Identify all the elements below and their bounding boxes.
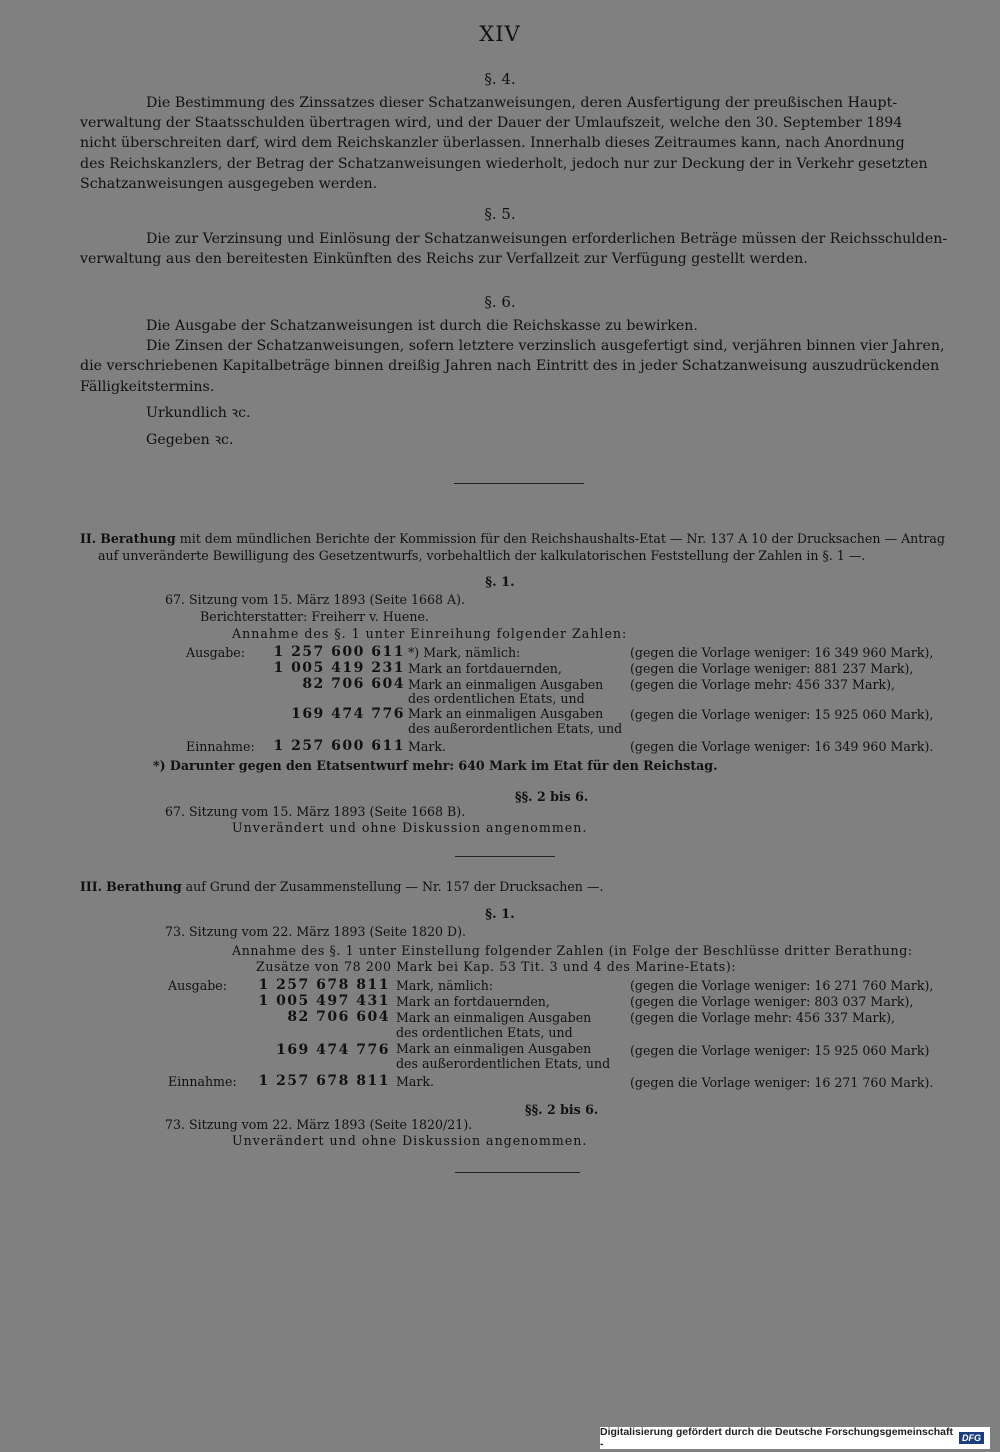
reading-2-footnote: *) Darunter gegen den Etatsentwurf mehr: 640 Mark im Etat für den Reichstag. — [153, 758, 718, 773]
divider — [455, 1172, 580, 1173]
reading-2-row-4-text: Mark an einmaligen Ausgaben — [408, 706, 604, 721]
reading-2-row-1-note: (gegen die Vorlage weniger: 16 349 960 Mark), — [630, 645, 934, 660]
section-5-text — [80, 229, 964, 269]
reading-3-line1: auf Grund der Zusammenstellung — Nr. 157 der Drucksachen —. — [185, 879, 604, 894]
section-6-heading: §. 6. — [484, 293, 516, 311]
reading-2-einnahme-text: Mark. — [408, 739, 447, 754]
dfg-logo: DFG — [959, 1432, 984, 1444]
reading-2-numeral: II. — [80, 531, 97, 546]
reading-3-row-1-text: Mark, nämlich: — [396, 978, 494, 993]
reading-3-row-4-text2: des außerordentlichen Etats, und — [396, 1056, 611, 1071]
reading-3-row-3-text: Mark an einmaligen Ausgaben — [396, 1010, 592, 1025]
reading-3-row-2-amount: 1 005 497 431 — [258, 993, 390, 1009]
reading-2-row-4-text2: des außerordentlichen Etats, und — [408, 721, 623, 736]
section-6-line: Die Ausgabe der Schatzanweisungen ist durch die Reichskasse zu bewirken. — [146, 318, 698, 334]
divider — [455, 856, 555, 857]
reading-3-numeral: III. — [80, 879, 103, 894]
reading-3-row-2-text: Mark an fortdauernden, — [396, 994, 550, 1009]
reading-3-row-4-text: Mark an einmaligen Ausgaben — [396, 1041, 592, 1056]
reading-2-sec2-6-result: Unverändert und ohne Diskussion angenommen. — [232, 820, 588, 835]
reading-3-einnahme-label: Einnahme: — [168, 1074, 237, 1089]
reading-3-sec2-6-heading: §§. 2 bis 6. — [525, 1102, 599, 1117]
section-6-line: Die Zinsen der Schatzanweisungen, sofern letztere verzinslich ausgefertigt sind, verjähren binnen vier Jahren, — [146, 338, 945, 355]
footer-text: Digitalisierung gefördert durch die Deutsche Forschungsgemeinschaft - — [600, 1426, 953, 1450]
section-4-line: des Reichskanzlers, der Betrag der Schatzanweisungen wiederholt, jedoch nur zur Deckung der in Verkehr gesetzten — [80, 155, 928, 172]
reading-3-einnahme-amount: 1 257 678 811 — [258, 1073, 390, 1089]
reading-3-einnahme-note: (gegen die Vorlage weniger: 16 271 760 Mark). — [630, 1075, 934, 1090]
reading-2-row-4-note: (gegen die Vorlage weniger: 15 925 060 Mark), — [630, 707, 934, 722]
section-6-text — [80, 316, 964, 397]
reading-3-einnahme-text: Mark. — [396, 1074, 435, 1089]
reading-3-row-4-note: (gegen die Vorlage weniger: 15 925 060 Mark) — [630, 1043, 930, 1058]
reading-3-annahme-2: Zusätze von 78 200 Mark bei Kap. 53 Tit. 3 und 4 des Marine-Etats): — [256, 959, 737, 974]
reading-2-annahme: Annahme des §. 1 unter Einreihung folgender Zahlen: — [232, 626, 628, 641]
reading-2-sec2-6-heading: §§. 2 bis 6. — [515, 789, 589, 804]
reading-2-einnahme-note: (gegen die Vorlage weniger: 16 349 960 Mark). — [630, 739, 934, 754]
section-4-line: verwaltung der Staatsschulden übertragen wird, und der Dauer der Umlaufszeit, welche den 30. September 1894 — [80, 115, 903, 132]
reading-2-label: Berathung — [100, 531, 176, 546]
reading-2-row-1-text: *) Mark, nämlich: — [408, 645, 521, 660]
reading-3-sec1-heading: §. 1. — [485, 907, 515, 922]
reading-3-row-4-amount: 169 474 776 — [276, 1042, 390, 1058]
reading-3-row-3-text2: des ordentlichen Etats, und — [396, 1025, 573, 1040]
reading-2-line1: mit dem mündlichen Berichte der Kommission für den Reichshaushalts-Etat — Nr. 137 A 10 der Drucksachen — Antrag — [179, 531, 945, 546]
reading-2-row-1-amount: 1 257 600 611 — [273, 644, 405, 660]
divider — [454, 483, 584, 484]
section-4-text — [80, 93, 964, 194]
reading-2-row-3-note: (gegen die Vorlage mehr: 456 337 Mark), — [630, 677, 896, 692]
closing-urkundlich: Urkundlich ꝛc. — [146, 405, 251, 421]
reading-2-line2: auf unveränderte Bewilligung des Gesetzentwurfs, vorbehaltlich der kalkulatorischen Feststellung der Zahlen in §. 1 —. — [98, 548, 866, 563]
section-5-heading: §. 5. — [484, 205, 516, 223]
section-4-heading: §. 4. — [484, 70, 516, 88]
reading-3-annahme-1: Annahme des §. 1 unter Einstellung folgender Zahlen (in Folge der Beschlüsse dritter Berathung: — [232, 943, 913, 958]
reading-2-row-3-amount: 82 706 604 — [302, 676, 405, 692]
reading-2-session: 67. Sitzung vom 15. März 1893 (Seite 1668 A). — [165, 592, 466, 607]
reading-2-reporter: Berichterstatter: Freiherr v. Huene. — [200, 609, 429, 624]
reading-3-row-2-note: (gegen die Vorlage weniger: 803 037 Mark), — [630, 994, 914, 1009]
reading-2-row-3-text2: des ordentlichen Etats, und — [408, 691, 585, 706]
reading-2-title — [80, 531, 945, 546]
reading-2-einnahme-label: Einnahme: — [186, 739, 255, 754]
digitization-footer — [600, 1427, 990, 1449]
reading-3-sec2-6-result: Unverändert und ohne Diskussion angenommen. — [232, 1133, 588, 1148]
section-5-line: Die zur Verzinsung und Einlösung der Schatzanweisungen erforderlichen Beträge müssen der Reichsschulden- — [146, 231, 948, 247]
reading-3-row-3-note: (gegen die Vorlage mehr: 456 337 Mark), — [630, 1010, 896, 1025]
section-5-line: verwaltung aus den bereitesten Einkünften des Reichs zur Verfallzeit zur Verfügung gestellt werden. — [80, 251, 808, 268]
reading-2-sec1-heading: §. 1. — [485, 575, 515, 590]
page-number: XIV — [479, 22, 521, 46]
reading-2-row-2-text: Mark an fortdauernden, — [408, 661, 562, 676]
section-4-line: Schatzanweisungen ausgegeben werden. — [80, 175, 378, 192]
reading-3-row-1-note: (gegen die Vorlage weniger: 16 271 760 Mark), — [630, 978, 934, 993]
section-6-line: die verschriebenen Kapitalbeträge binnen dreißig Jahren nach Eintritt des in jeder Schatzanweisung auszudrückenden — [80, 358, 940, 375]
reading-2-einnahme-amount: 1 257 600 611 — [273, 738, 405, 754]
reading-2-row-2-amount: 1 005 419 231 — [273, 660, 405, 676]
reading-3-row-1-amount: 1 257 678 811 — [258, 977, 390, 993]
reading-3-label: Berathung — [106, 879, 182, 894]
closing-gegeben: Gegeben ꝛc. — [146, 432, 234, 448]
reading-2-sec2-6-session: 67. Sitzung vom 15. März 1893 (Seite 1668 B). — [165, 804, 466, 819]
section-6-line: Fälligkeitstermins. — [80, 378, 215, 395]
reading-3-row-3-amount: 82 706 604 — [287, 1009, 390, 1025]
reading-3-session: 73. Sitzung vom 22. März 1893 (Seite 1820 D). — [165, 924, 467, 939]
reading-2-ausgabe-label: Ausgabe: — [186, 645, 245, 660]
section-4-line: nicht überschreiten darf, wird dem Reichskanzler überlassen. Innerhalb dieses Zeitraumes kann, nach Anordnung — [80, 135, 905, 152]
section-4-line: Die Bestimmung des Zinssatzes dieser Schatzanweisungen, deren Ausfertigung der preußischen Haupt- — [146, 95, 898, 111]
reading-3-title — [80, 879, 603, 894]
reading-3-sec2-6-session: 73. Sitzung vom 22. März 1893 (Seite 1820/21). — [165, 1117, 473, 1132]
reading-2-row-3-text: Mark an einmaligen Ausgaben — [408, 677, 604, 692]
reading-2-row-2-note: (gegen die Vorlage weniger: 881 237 Mark), — [630, 661, 914, 676]
reading-2-row-4-amount: 169 474 776 — [291, 706, 405, 722]
reading-3-ausgabe-label: Ausgabe: — [168, 978, 227, 993]
